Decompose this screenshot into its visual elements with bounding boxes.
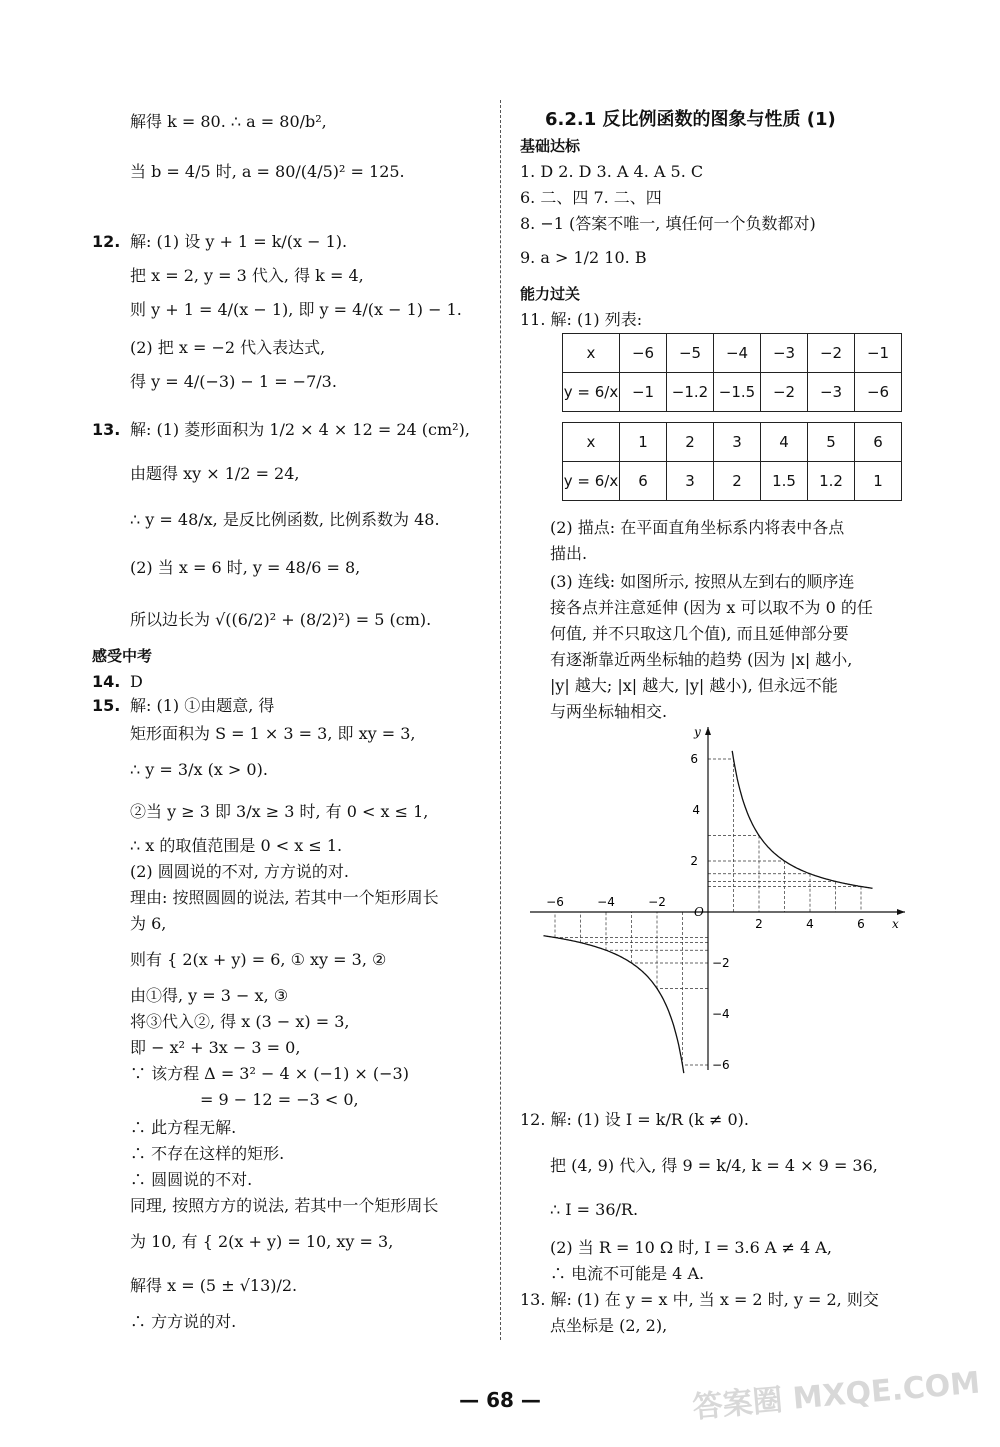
text-line: 13. 解: (1) 在 y = x 中, 当 x = 2 时, y = 2, 则交 (520, 1290, 879, 1309)
text-line: 把 (4, 9) 代入, 得 9 = k/4, k = 4 × 9 = 36, (550, 1156, 878, 1175)
section-heading: 能力过关 (520, 285, 581, 303)
hyperbola-branch-positive (732, 751, 872, 888)
table-cell: −1 (855, 334, 902, 373)
text-line: (3) 连线: 如图所示, 按照从左到右的顺序连 (550, 572, 855, 591)
section-heading: 基础达标 (520, 137, 581, 155)
table-row (563, 423, 902, 462)
question-number: 12. (92, 232, 121, 251)
table-cell: −1.2 (667, 373, 714, 412)
text-line: ∴ 不存在这样的矩形. (130, 1144, 285, 1163)
text-line: (2) 当 R = 10 Ω 时, I = 3.6 A ≠ 4 A, (550, 1238, 832, 1257)
text-line: 11. 解: (1) 列表: (520, 310, 643, 329)
text-line: 所以边长为 √((6/2)² + (8/2)²) = 5 (cm). (130, 610, 432, 629)
text-line: 为 10, 有 { 2(x + y) = 10, xy = 3, (130, 1232, 394, 1251)
answer-line: 9. a > 1/2 10. B (520, 248, 647, 267)
text-line: 将③代入②, 得 x (3 − x) = 3, (130, 1012, 350, 1031)
x-axis-arrow (897, 909, 905, 915)
text-line: ∵ 该方程 Δ = 3² − 4 × (−1) × (−3) (130, 1064, 409, 1083)
answer-line: 8. −1 (答案不唯一, 填任何一个负数都对) (520, 214, 816, 233)
text-line: 得 y = 4/(−3) − 1 = −7/3. (130, 372, 337, 391)
question-number: 15. (92, 696, 121, 715)
text-line: 解: (1) ①由题意, 得 (130, 696, 275, 715)
y-axis-label: y (694, 725, 701, 739)
y-axis-arrow (705, 727, 711, 735)
text-line: 有逐渐靠近两坐标轴的趋势 (因为 |x| 越小, (550, 650, 853, 669)
text-line: 解: (1) 设 y + 1 = k/(x − 1). (130, 232, 348, 251)
hyperbola-branch-negative (544, 936, 684, 1073)
text-line: ∴ I = 36/R. (550, 1200, 639, 1219)
x-tick-label: −6 (546, 895, 564, 909)
value-table-positive (562, 422, 902, 501)
text-line: D (130, 672, 143, 691)
table-cell: 2 (714, 462, 761, 501)
column-divider (500, 100, 501, 1340)
x-tick-label: 4 (806, 917, 814, 931)
text-line: |y| 越大; |x| 越大, |y| 越小), 但永远不能 (550, 676, 838, 695)
table-row (563, 462, 902, 501)
text-line: ∴ y = 3/x (x > 0). (130, 760, 268, 779)
table-cell: y = 6/x (563, 462, 620, 501)
table-cell: x (563, 334, 620, 373)
x-tick-label: 2 (755, 917, 763, 931)
table-cell: 5 (808, 423, 855, 462)
table-cell: −3 (808, 373, 855, 412)
text-line: 为 6, (130, 914, 167, 933)
y-tick-label: 4 (692, 803, 700, 817)
table-cell: −1 (620, 373, 667, 412)
text-line: 同理, 按照方方的说法, 若其中一个矩形周长 (130, 1196, 439, 1215)
text-line: (2) 把 x = −2 代入表达式, (130, 338, 326, 357)
table-cell: −5 (667, 334, 714, 373)
table-cell: −2 (761, 373, 808, 412)
text-line: ∴ x 的取值范围是 0 < x ≤ 1. (130, 836, 343, 855)
x-axis-label: x (892, 917, 899, 931)
text-line: ②当 y ≥ 3 即 3/x ≥ 3 时, 有 0 < x ≤ 1, (130, 802, 429, 821)
text-line: 则 y + 1 = 4/(x − 1), 即 y = 4/(x − 1) − 1. (130, 300, 462, 319)
text-line: 由题得 xy × 1/2 = 24, (130, 464, 300, 483)
text-line: 描出. (550, 544, 588, 563)
y-tick-label: 2 (690, 854, 698, 868)
table-cell: 1.2 (808, 462, 855, 501)
table-cell: 6 (620, 462, 667, 501)
text-line: 12. 解: (1) 设 I = k/R (k ≠ 0). (520, 1110, 749, 1129)
table-cell: −2 (808, 334, 855, 373)
table-cell: −3 (761, 334, 808, 373)
section-title: 6.2.1 反比例函数的图象与性质 (1) (545, 109, 836, 130)
answer-line: 1. D 2. D 3. A 4. A 5. C (520, 162, 704, 181)
table-cell: −1.5 (714, 373, 761, 412)
table-cell: −6 (855, 373, 902, 412)
text-line: 由①得, y = 3 − x, ③ (130, 986, 289, 1005)
text-line: 把 x = 2, y = 3 代入, 得 k = 4, (130, 266, 364, 285)
y-tick-label: −4 (712, 1007, 730, 1021)
text-line: 理由: 按照圆圆的说法, 若其中一个矩形周长 (130, 888, 439, 907)
table-cell: 3 (667, 462, 714, 501)
question-number: 14. (92, 672, 121, 691)
page-number: — 68 — (459, 1388, 541, 1412)
y-tick-label: −6 (712, 1058, 730, 1072)
text-line: 则有 { 2(x + y) = 6, ① xy = 3, ② (130, 950, 387, 969)
hyperbola-graph (520, 722, 920, 1082)
text-line: 当 b = 4/5 时, a = 80/(4/5)² = 125. (130, 162, 405, 181)
table-row (563, 373, 902, 412)
table-cell: −4 (714, 334, 761, 373)
table-cell: x (563, 423, 620, 462)
table-cell: 2 (667, 423, 714, 462)
text-line: 点坐标是 (2, 2), (550, 1316, 668, 1335)
text-line: 解得 x = (5 ± √13)/2. (130, 1276, 298, 1295)
text-line: 何值, 并不只取这几个值), 而且延伸部分要 (550, 624, 849, 643)
table-row (563, 334, 902, 373)
section-heading: 感受中考 (92, 647, 153, 665)
question-number: 13. (92, 420, 121, 439)
text-line: ∴ 圆圆说的不对. (130, 1170, 253, 1189)
text-line: (2) 圆圆说的不对, 方方说的对. (130, 862, 350, 881)
x-tick-label: −4 (597, 895, 615, 909)
text-line: 即 − x² + 3x − 3 = 0, (130, 1038, 301, 1057)
x-tick-label: −2 (648, 895, 666, 909)
text-line: (2) 当 x = 6 时, y = 48/6 = 8, (130, 558, 361, 577)
table-cell: y = 6/x (563, 373, 620, 412)
watermark: 答案圈 MXQE.COM (691, 1365, 982, 1426)
y-tick-label: 6 (690, 752, 698, 766)
answer-line: 6. 二、四 7. 二、四 (520, 188, 662, 207)
text-line: ∴ 方方说的对. (130, 1312, 237, 1331)
table-cell: 1 (855, 462, 902, 501)
y-tick-label: −2 (712, 956, 730, 970)
text-line: 矩形面积为 S = 1 × 3 = 3, 即 xy = 3, (130, 724, 416, 743)
table-cell: 1.5 (761, 462, 808, 501)
text-line: ∴ 此方程无解. (130, 1118, 237, 1137)
text-line: (2) 描点: 在平面直角坐标系内将表中各点 (550, 518, 845, 537)
table-cell: 6 (855, 423, 902, 462)
text-line: 解得 k = 80. ∴ a = 80/b², (130, 112, 327, 131)
table-cell: 3 (714, 423, 761, 462)
table-cell: −6 (620, 334, 667, 373)
text-line: ∴ y = 48/x, 是反比例函数, 比例系数为 48. (130, 510, 440, 529)
text-line: ∴ 电流不可能是 4 A. (550, 1264, 705, 1283)
table-cell: 4 (761, 423, 808, 462)
origin-label: O (694, 905, 704, 919)
text-line: 与两坐标轴相交. (550, 702, 668, 721)
value-table-negative (562, 333, 902, 412)
table-cell: 1 (620, 423, 667, 462)
text-line: 接各点并注意延伸 (因为 x 可以取不为 0 的任 (550, 598, 873, 617)
text-line: 解: (1) 菱形面积为 1/2 × 4 × 12 = 24 (cm²), (130, 420, 470, 439)
x-tick-label: 6 (857, 917, 865, 931)
text-line: = 9 − 12 = −3 < 0, (200, 1090, 359, 1109)
